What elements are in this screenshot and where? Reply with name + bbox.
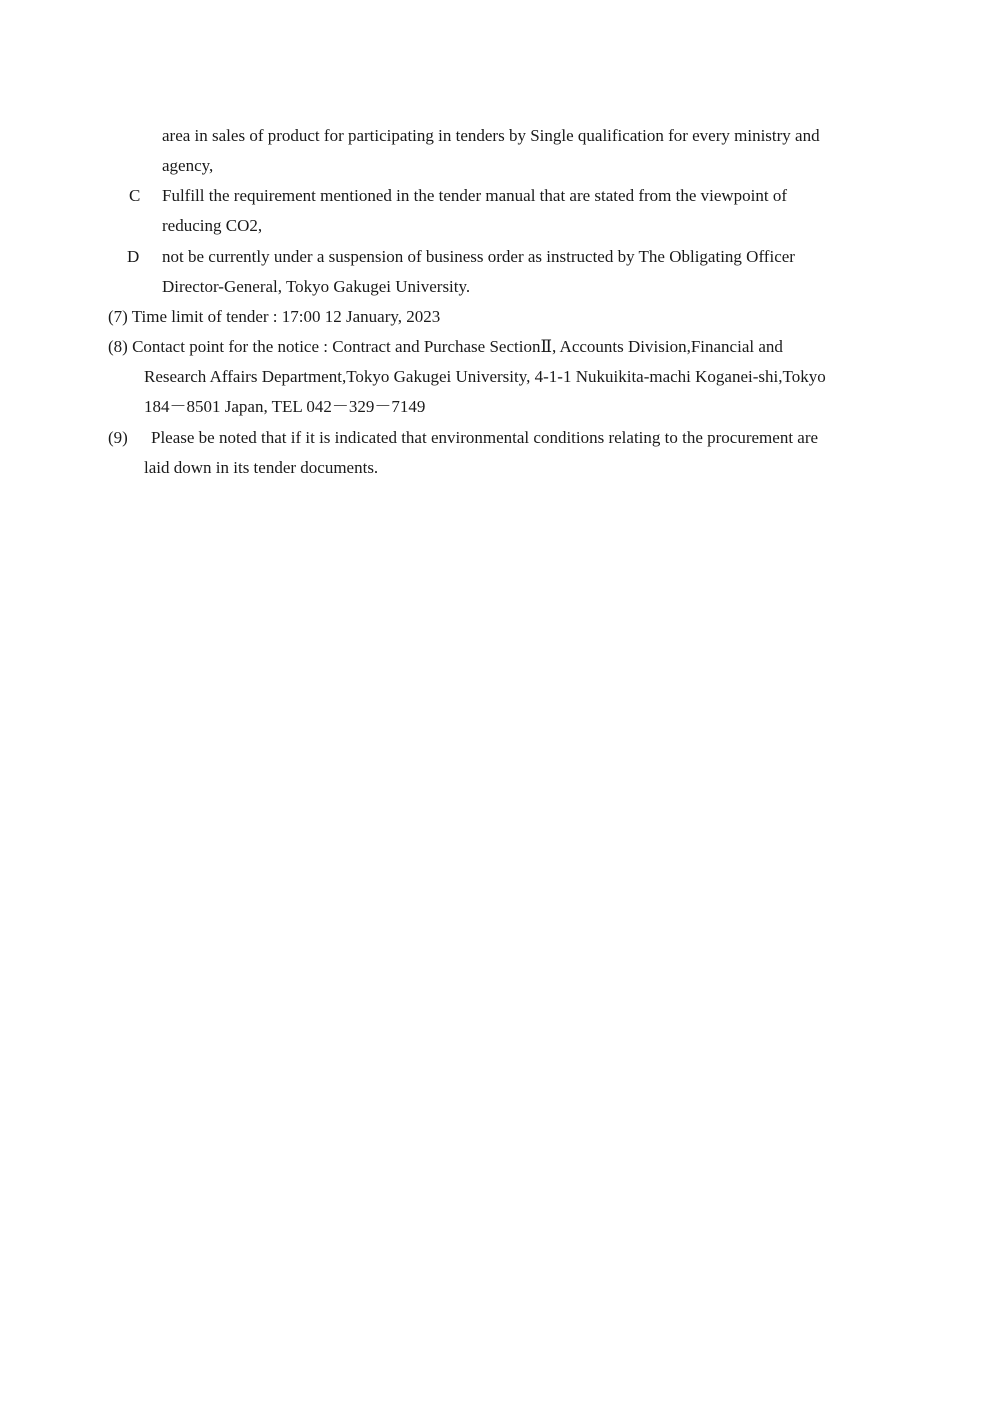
continuation-line-1: area in sales of product for participating in tenders by Single qualification for every ministry and bbox=[162, 126, 820, 145]
section-7-line-1: (7) Time limit of tender : 17:00 12 January, 2023 bbox=[108, 307, 441, 326]
section-9-line-1: Please be noted that if it is indicated that environmental conditions relating to the procurement are bbox=[151, 428, 819, 447]
item-c-marker: C bbox=[129, 186, 141, 205]
section-8-line-3: 184－8501 Japan, TEL 042－329－7149 bbox=[144, 397, 426, 416]
continuation-line-2: agency, bbox=[162, 156, 214, 175]
item-d-line-1: not be currently under a suspension of business order as instructed by The Obligating Officer bbox=[162, 247, 795, 266]
section-9-line-2: laid down in its tender documents. bbox=[144, 458, 379, 477]
item-d-line-2: Director-General, Tokyo Gakugei University. bbox=[162, 277, 471, 296]
section-8-line-1: (8) Contact point for the notice : Contract and Purchase SectionⅡ, Accounts Division,Financial and bbox=[108, 337, 783, 356]
item-c-line-2: reducing CO2, bbox=[162, 216, 263, 235]
section-8-line-2: Research Affairs Department,Tokyo Gakugei University, 4-1-1 Nukuikita-machi Koganei-shi,Tokyo bbox=[144, 367, 826, 386]
section-9-marker: (9) bbox=[108, 428, 128, 447]
item-c-line-1: Fulfill the requirement mentioned in the tender manual that are stated from the viewpoint of bbox=[162, 186, 788, 205]
item-d-marker: D bbox=[127, 247, 140, 266]
